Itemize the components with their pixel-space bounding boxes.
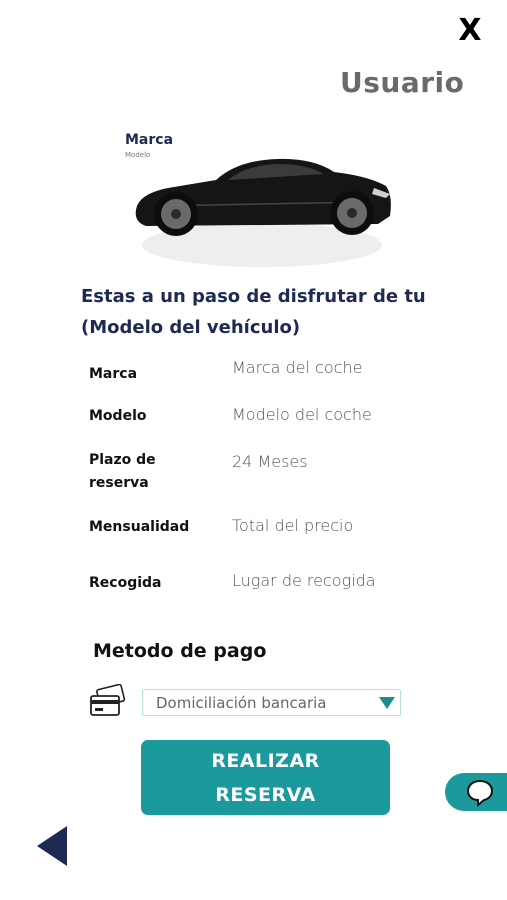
back-arrow-icon[interactable] xyxy=(37,826,67,866)
car-brand: Marca xyxy=(125,132,174,148)
chat-bubble-icon xyxy=(465,777,495,807)
page-title: Usuario xyxy=(340,66,465,99)
reserve-button[interactable] xyxy=(141,740,390,815)
reserve-button-label: REALIZAR RESERVA xyxy=(211,749,320,806)
close-icon: X xyxy=(458,13,482,48)
detail-value-recogida: Lugar de recogida xyxy=(232,571,376,590)
chat-button[interactable] xyxy=(445,773,507,811)
payment-method-title: Metodo de pago xyxy=(93,640,267,662)
close-button[interactable] xyxy=(455,14,485,48)
credit-card-icon xyxy=(89,684,127,718)
payment-method-value: Domiciliación bancaria xyxy=(156,694,327,712)
payment-method-select[interactable] xyxy=(142,689,401,716)
detail-value-plazo: 24 Meses xyxy=(232,452,308,471)
chevron-down-icon xyxy=(379,697,395,709)
detail-label-marca: Marca xyxy=(89,366,138,382)
detail-value-marca: Marca del coche xyxy=(232,358,363,377)
car-image xyxy=(128,150,400,280)
car-model: Modelo xyxy=(125,151,151,159)
headline: Estas a un paso de disfrutar de tu (Modelo del vehículo) xyxy=(81,286,426,338)
detail-label-recogida: Recogida xyxy=(89,575,162,591)
detail-label-plazo: Plazo de reserva xyxy=(89,452,156,491)
detail-value-modelo: Modelo del coche xyxy=(232,405,372,424)
detail-label-modelo: Modelo xyxy=(89,408,147,424)
detail-label-mensualidad: Mensualidad xyxy=(89,519,190,535)
detail-value-mensualidad: Total del precio xyxy=(232,516,354,535)
